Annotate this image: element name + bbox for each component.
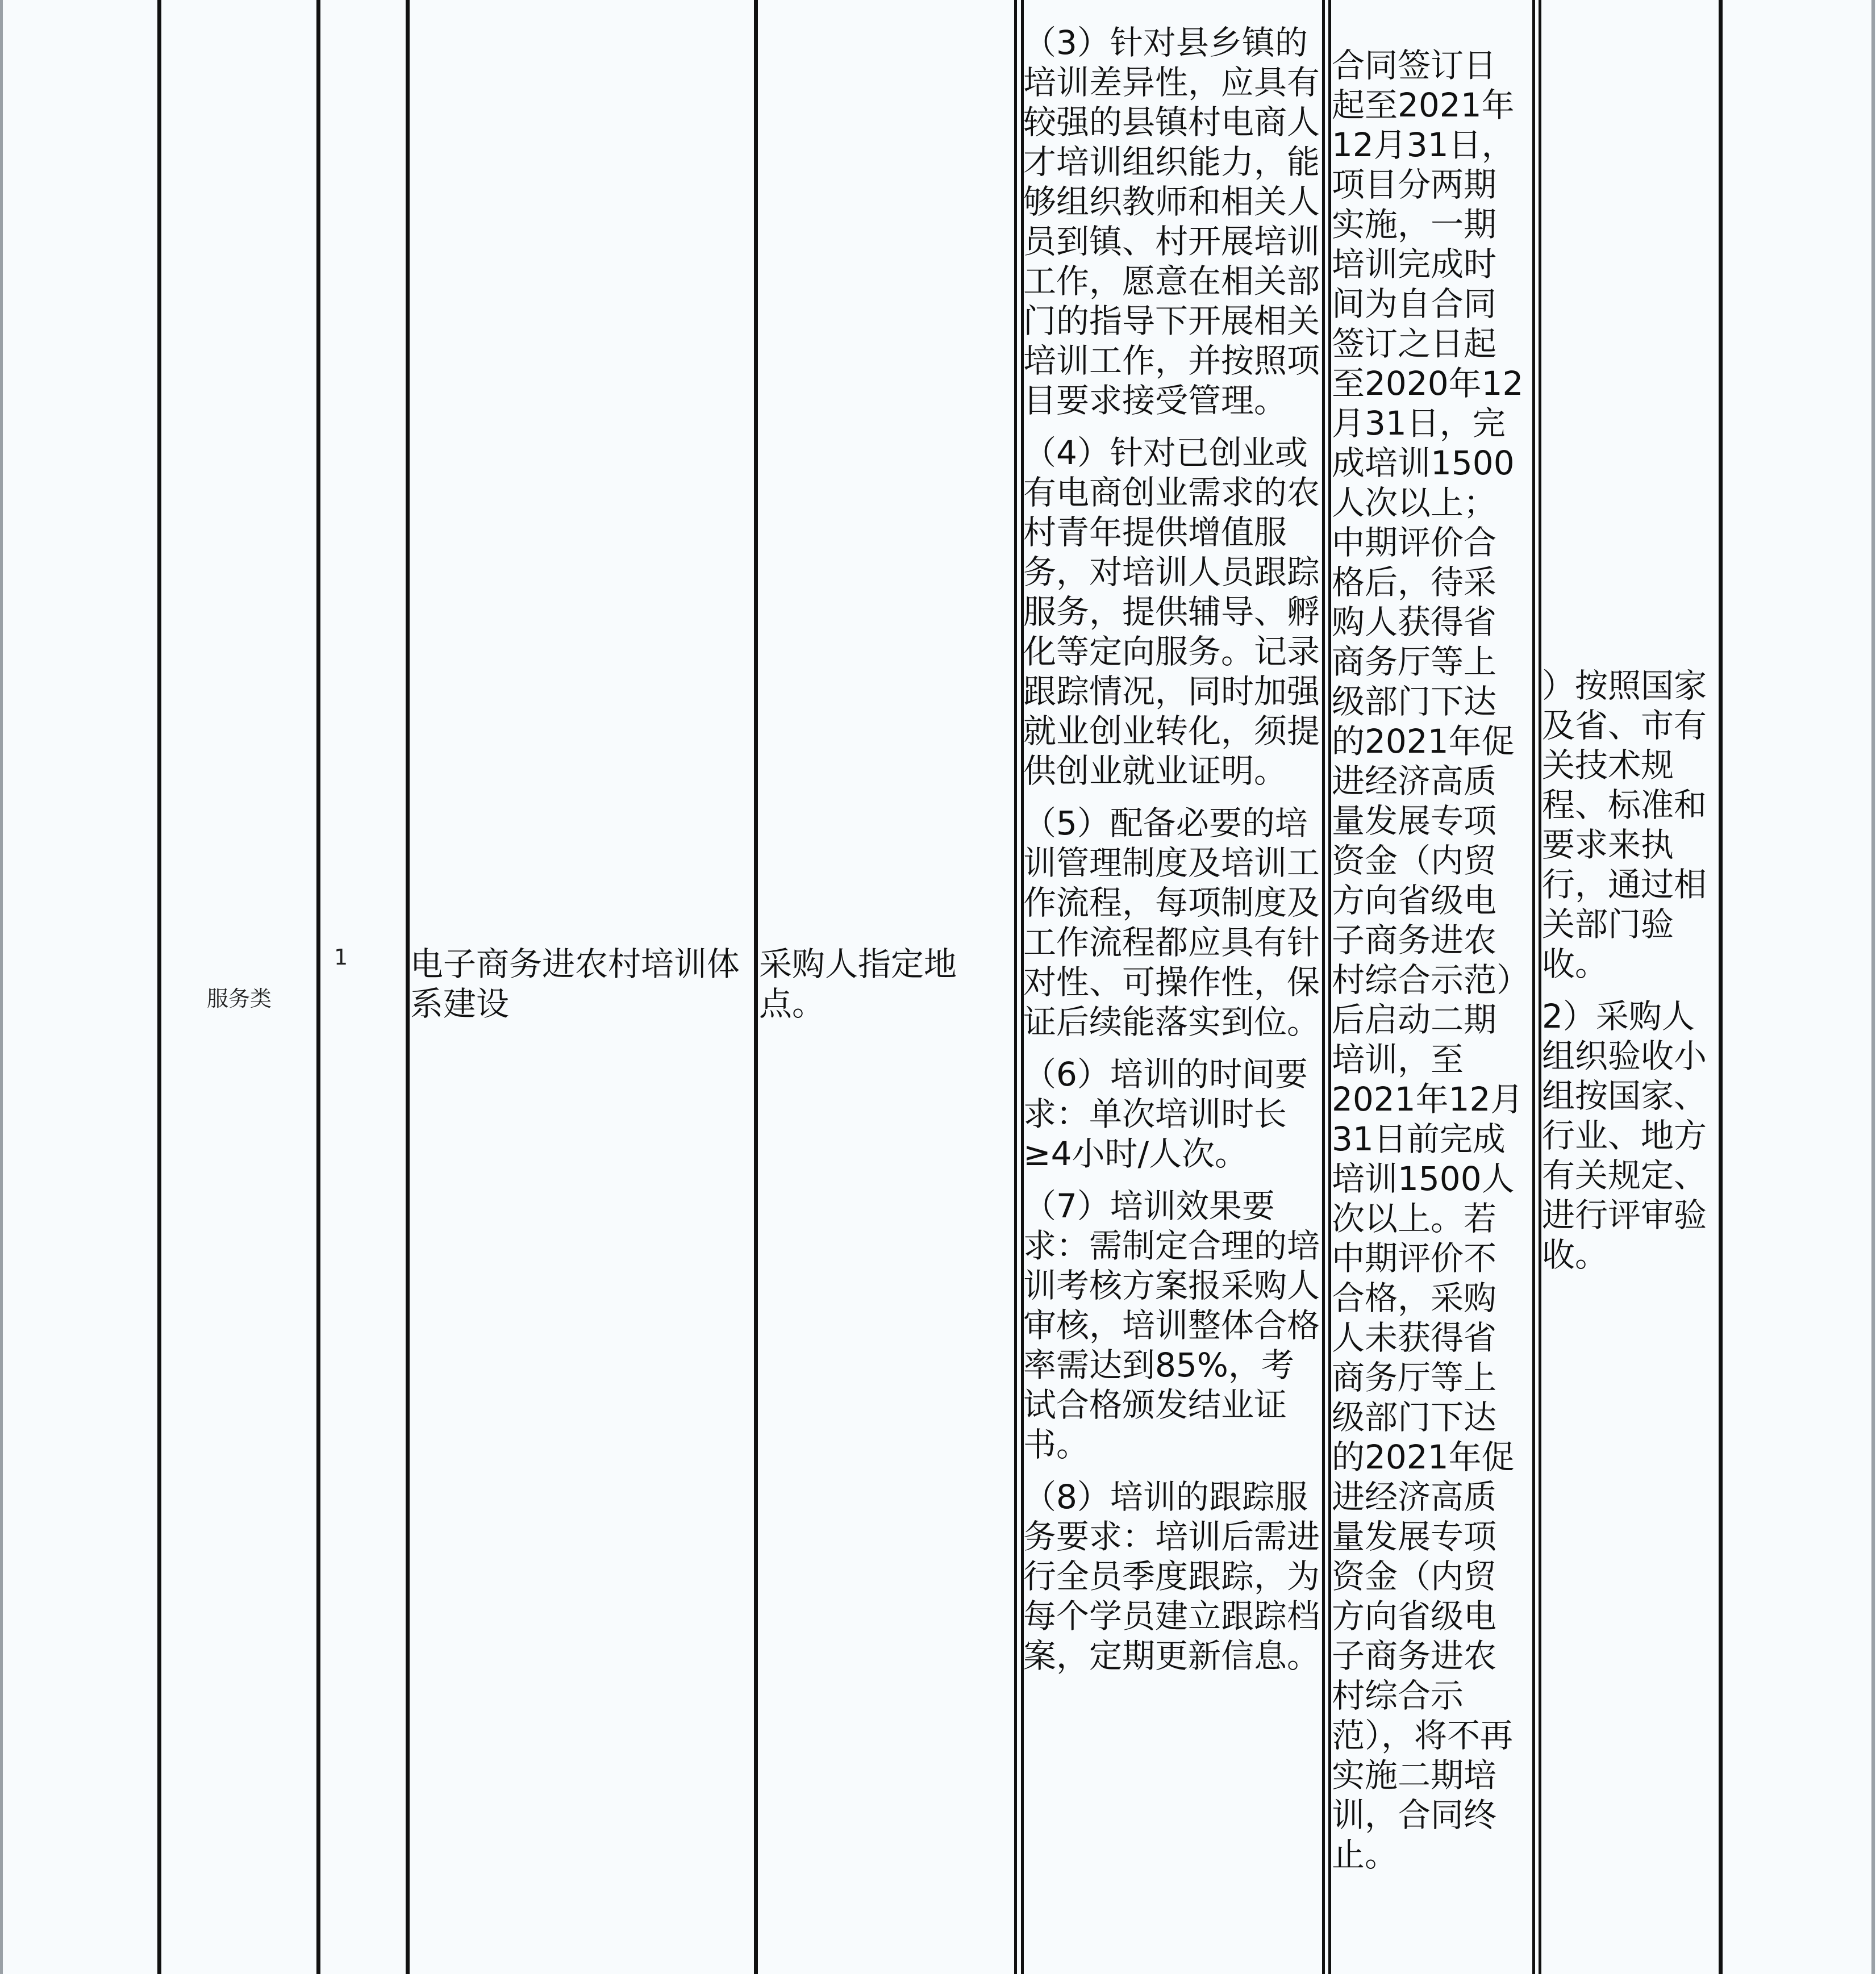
requirement-4: （4）针对已创业或有电商创业需求的农村青年提供增值服务，对培训人员跟踪服务，提供辅导、孵化等定向服务。记录跟踪情况，同时加强就业创业转化，须提供创业就业证明。 — [1023, 433, 1320, 790]
location-text: 采购人指定地点。 — [759, 945, 957, 1023]
table-border-right — [1871, 0, 1875, 1974]
category-text: 服务类 — [206, 986, 272, 1011]
project-name-cell — [410, 944, 750, 1024]
column-divider-6b — [1328, 0, 1331, 1974]
column-divider-2 — [316, 0, 320, 1974]
location-cell — [759, 944, 1010, 1024]
index-text: 1 — [334, 945, 348, 970]
table-border-left — [0, 0, 3, 1974]
category-cell — [165, 986, 314, 1012]
acceptance-item-1: ）按照国家及省、市有关技术规程、标准和要求来执行，通过相关部门验收。 — [1542, 666, 1707, 983]
column-divider-7 — [1532, 0, 1535, 1974]
column-divider-4 — [754, 0, 758, 1974]
project-name-text: 电子商务进农村培训体系建设 — [410, 945, 740, 1023]
requirement-8: （8）培训的跟踪服务要求：培训后需进行全员季度跟踪，为每个学员建立跟踪档案，定期更新信息。 — [1023, 1478, 1320, 1675]
requirement-5: （5）配备必要的培训管理制度及培训工作流程，每项制度及工作流程都应具有针对性、可操作性，保证后续能落实到位。 — [1023, 804, 1320, 1041]
column-divider-8 — [1719, 0, 1723, 1974]
requirement-7: （7）培训效果要求：需制定合理的培训考核方案报采购人审核，培训整体合格率需达到85%，考试合格颁发结业证书。 — [1023, 1187, 1320, 1464]
service-period-cell — [1332, 45, 1528, 1875]
requirement-3: （3）针对县乡镇的培训差异性，应具有较强的县镇村电商人才培训组织能力，能够组织教师和相关人员到镇、村开展培训工作，愿意在相关部门的指导下开展相关培训工作，并按照项目要求接受管理。 — [1023, 23, 1320, 420]
requirement-6: （6）培训的时间要求：单次培训时长≥4小时/人次。 — [1023, 1055, 1308, 1173]
acceptance-cell — [1542, 666, 1716, 1275]
requirements-cell — [1023, 23, 1320, 1676]
column-divider-6 — [1322, 0, 1325, 1974]
column-divider-1 — [157, 0, 161, 1974]
column-divider-3 — [406, 0, 410, 1974]
column-divider-7b — [1539, 0, 1541, 1974]
service-period-text: 合同签订日起至2021年12月31日，项目分两期实施，一期培训完成时间为自合同签订之日起至2020年12月31日，完成培训1500人次以上；中期评价合格后，待采购人获得省商务厅等上级部门下达的2021年促进经济高质量发展专项资金（内贸方向省级电子商务进农村综合示范）后启动二期培训，至2021年12月31日前完成培训1500人次以上。若中期评价不合格，采购人未获得省商务厅等上级部门下达的2021年促进经济高质量发展专项资金（内贸方向省级电子商务进农村综合示范），将不再实施二期培训，合同终止。 — [1332, 46, 1524, 1874]
acceptance-item-2: 2）采购人组织验收小组按国家、行业、地方有关规定、进行评审验收。 — [1542, 997, 1707, 1274]
index-cell — [334, 944, 391, 970]
column-divider-5 — [1014, 0, 1017, 1974]
